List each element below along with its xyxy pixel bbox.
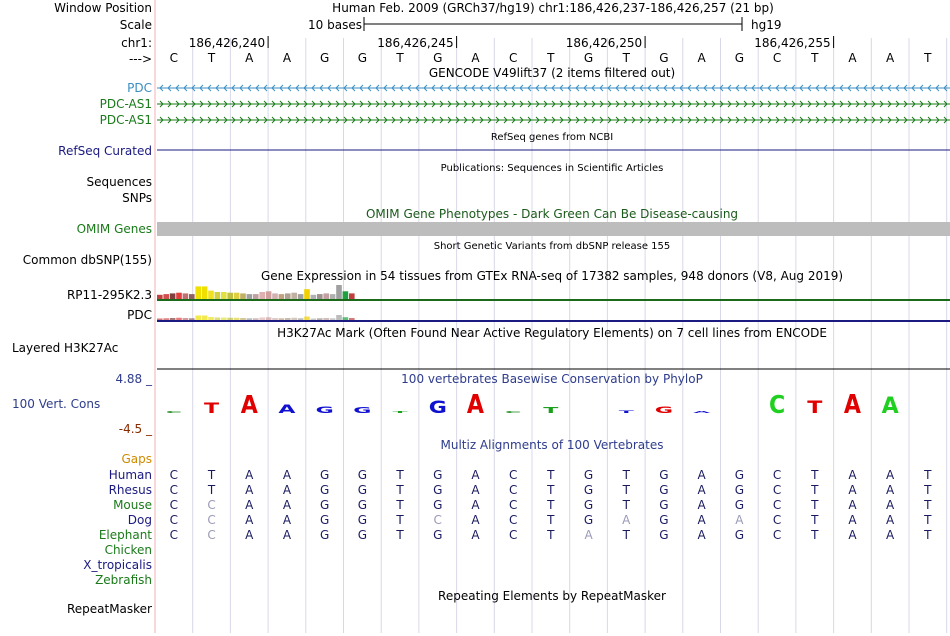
position-title: Human Feb. 2009 (GRCh37/hg19) chr1:186,426,237-186,426,257 (21 bp): [332, 1, 774, 15]
gtex-bar[interactable]: [298, 294, 304, 299]
species-label[interactable]: Rhesus: [108, 483, 152, 497]
alignment-base: G: [357, 483, 368, 497]
alignment-base: G: [734, 528, 745, 542]
alignment-base: C: [169, 513, 179, 527]
species-label[interactable]: Dog: [127, 513, 152, 527]
conservation-letter[interactable]: [655, 404, 673, 415]
ruler-tick-label: 186,426,245: [377, 36, 454, 50]
alignment-base: T: [924, 498, 932, 512]
alignment-base: T: [547, 513, 555, 527]
alignment-base: T: [811, 528, 819, 542]
gtex-bar-small[interactable]: [202, 316, 208, 321]
refseq-label[interactable]: RefSeq Curated: [58, 144, 152, 158]
gtex-bar[interactable]: [176, 293, 182, 299]
gtex-bar[interactable]: [266, 291, 272, 299]
alignment-base: G: [659, 498, 669, 512]
alignment-base: C: [508, 528, 518, 542]
alignment-base: A: [584, 528, 593, 542]
gtex-bar-small[interactable]: [221, 318, 227, 321]
svg-text:A: A: [693, 410, 711, 414]
alignment-base: A: [245, 468, 254, 482]
base-letter: T: [622, 51, 630, 65]
gtex-bar[interactable]: [279, 294, 285, 299]
gtex-bar-small[interactable]: [247, 318, 253, 320]
base-letter: C: [508, 51, 518, 65]
alignment-base: T: [547, 528, 555, 542]
gtex-bar-small[interactable]: [285, 318, 291, 320]
base-letter: G: [659, 51, 669, 65]
svg-text:A: A: [881, 393, 899, 419]
svg-text:G: G: [654, 404, 674, 416]
svg-text:T: T: [543, 405, 559, 415]
alignment-base: A: [848, 528, 857, 542]
alignment-base: A: [245, 483, 254, 497]
snps-label[interactable]: SNPs: [122, 191, 152, 205]
svg-text:A: A: [240, 389, 258, 420]
omim-label[interactable]: OMIM Genes: [76, 222, 152, 236]
svg-text:A: A: [843, 389, 862, 420]
alignment-base: A: [282, 528, 292, 542]
assembly-label: hg19: [751, 18, 782, 32]
gtex-bar[interactable]: [291, 293, 297, 299]
alignment-base: T: [811, 468, 819, 482]
alignment-base: A: [886, 483, 895, 497]
omim-track-title: OMIM Gene Phenotypes - Dark Green Can Be Disease-causing: [365, 207, 739, 221]
gtex-bar-small[interactable]: [323, 318, 329, 320]
gtex-bar-small[interactable]: [253, 318, 259, 320]
svg-text:T: T: [392, 410, 408, 414]
alignment-base: A: [282, 498, 292, 512]
alignment-base: G: [659, 513, 669, 527]
gtex-bar[interactable]: [272, 293, 278, 299]
scale-bar: [304, 17, 786, 32]
gtex-bar[interactable]: [317, 294, 323, 299]
alignment-base: T: [207, 483, 216, 497]
h3k27-track-title: H3K27Ac Mark (Often Found Near Active Regulatory Elements) on 7 cell lines from ENCODE: [277, 326, 827, 340]
alignment-base: G: [583, 513, 594, 527]
gtex-bar-small[interactable]: [189, 318, 195, 320]
alignment-base: T: [622, 483, 630, 497]
alignment-base: T: [811, 483, 819, 497]
alignment-base: A: [697, 468, 706, 482]
gtex-bar[interactable]: [189, 294, 195, 299]
alignment-base: C: [433, 513, 442, 527]
conservation-letter[interactable]: [882, 393, 899, 419]
gtex-bar[interactable]: [343, 291, 349, 299]
gtex-bar[interactable]: [285, 293, 291, 299]
conservation-letter[interactable]: [619, 409, 634, 414]
conservation-letter[interactable]: [769, 390, 785, 420]
alignment-base: A: [848, 483, 857, 497]
omim-feature-bar[interactable]: [157, 222, 950, 236]
scale-label: Scale: [119, 18, 152, 32]
alignment-base: G: [357, 468, 368, 482]
publications-track-title: Publications: Sequences in Scientific Articles: [440, 163, 664, 174]
dbsnp-label[interactable]: Common dbSNP(155): [22, 253, 152, 267]
conservation-letter[interactable]: [241, 390, 259, 420]
conservation-letter[interactable]: [429, 398, 447, 418]
svg-text:T: T: [807, 397, 823, 418]
alignment-base: T: [924, 528, 932, 542]
repeatmasker-label[interactable]: RepeatMasker: [66, 602, 152, 616]
alignment-base: G: [433, 498, 443, 512]
strand-arrow-label: --->: [128, 52, 152, 66]
gtex-bar-small[interactable]: [215, 318, 221, 321]
alignment-base: A: [697, 528, 706, 542]
gtex-bar[interactable]: [215, 292, 221, 299]
gtex-bar-small[interactable]: [279, 318, 285, 320]
alignment-base: C: [772, 468, 782, 482]
base-letter: A: [282, 51, 292, 65]
gtex-bar-small[interactable]: [240, 318, 246, 320]
alignment-base: C: [508, 483, 518, 497]
alignment-base: C: [207, 513, 216, 527]
alignment-base: C: [772, 528, 782, 542]
base-letter: C: [772, 51, 782, 65]
svg-text:G: G: [428, 397, 447, 418]
gtex-bar[interactable]: [336, 285, 342, 299]
conservation-letter[interactable]: [316, 404, 334, 415]
gtex-bar[interactable]: [208, 291, 214, 299]
gtex-bar-small[interactable]: [183, 318, 189, 320]
gtex-bar[interactable]: [323, 293, 329, 299]
base-letter: G: [433, 51, 443, 65]
gtex-bar[interactable]: [311, 295, 317, 299]
alignment-base: A: [471, 528, 480, 542]
conservation-letter[interactable]: [166, 411, 182, 414]
conservation-letter[interactable]: [204, 401, 219, 417]
alignment-base: G: [319, 498, 330, 512]
alignment-base: A: [848, 468, 857, 482]
gtex-bar-small[interactable]: [298, 318, 304, 320]
gaps-label[interactable]: Gaps: [121, 452, 152, 466]
gtex-bar-small[interactable]: [170, 318, 176, 320]
alignment-base: C: [772, 513, 782, 527]
base-letter: T: [811, 51, 819, 65]
base-letter: A: [848, 51, 857, 65]
alignment-base: A: [697, 513, 706, 527]
sequences-label[interactable]: Sequences: [86, 175, 152, 189]
base-letter: A: [245, 51, 254, 65]
svg-text:G: G: [315, 404, 334, 416]
gtex-bar-small[interactable]: [291, 318, 297, 320]
gtex-bar[interactable]: [234, 293, 240, 299]
alignment-base: G: [319, 483, 330, 497]
conservation-max: 4.88 _: [115, 372, 152, 386]
gtex-bar-small[interactable]: [317, 318, 323, 320]
svg-text:A: A: [466, 389, 485, 420]
alignment-base: G: [433, 483, 443, 497]
alignment-base: G: [659, 483, 669, 497]
alignment-base: T: [622, 468, 630, 482]
scale-text: 10 bases: [308, 18, 362, 32]
gtex-track-title: Gene Expression in 54 tissues from GTEx RNA-seq of 17382 samples, 948 donors (V8, Aug 2019): [260, 269, 844, 283]
alignment-base: G: [357, 528, 368, 542]
alignment-base: G: [319, 468, 330, 482]
alignment-base: A: [471, 513, 480, 527]
alignment-base: T: [924, 468, 932, 482]
alignment-base: A: [886, 528, 895, 542]
alignment-base: C: [169, 483, 179, 497]
alignment-base: T: [622, 528, 630, 542]
gtex-bar-small[interactable]: [259, 318, 265, 321]
gtex-bar-small[interactable]: [234, 318, 240, 320]
alignment-base: A: [622, 513, 631, 527]
alignment-base: T: [547, 498, 555, 512]
alignment-base: T: [396, 468, 404, 482]
alignment-base: A: [848, 513, 857, 527]
gtex-bar-small[interactable]: [195, 316, 201, 321]
alignment-base: C: [508, 498, 518, 512]
base-letter: G: [357, 51, 368, 65]
gtex-bar[interactable]: [170, 293, 176, 299]
alignment-base: G: [583, 483, 594, 497]
base-letter: T: [547, 51, 555, 65]
alignment-base: C: [207, 528, 216, 542]
alignment-base: A: [282, 468, 292, 482]
gencode-item-label[interactable]: PDC-AS1: [99, 97, 152, 111]
species-label[interactable]: Mouse: [113, 498, 152, 512]
alignment-base: C: [508, 513, 518, 527]
base-letter: A: [886, 51, 895, 65]
alignment-base: T: [396, 528, 404, 542]
ruler-tick-label: 186,426,250: [565, 36, 643, 50]
alignment-base: T: [924, 483, 932, 497]
dbsnp-track-title: Short Genetic Variants from dbSNP release 155: [433, 241, 671, 252]
alignment-base: C: [169, 528, 179, 542]
gtex-label-rp11[interactable]: RP11-295K2.3: [66, 288, 152, 302]
svg-text:C: C: [768, 389, 786, 420]
species-label[interactable]: Elephant: [98, 528, 152, 542]
gencode-track-title: GENCODE V49lift37 (2 items filtered out): [428, 66, 676, 80]
conservation-letter[interactable]: [467, 389, 484, 419]
gtex-bar[interactable]: [163, 294, 169, 299]
gtex-bar[interactable]: [157, 295, 163, 299]
gtex-label-pdc[interactable]: PDC: [127, 308, 152, 322]
base-letter: G: [734, 51, 745, 65]
gtex-bar[interactable]: [349, 293, 355, 299]
multiz-track-title: Multiz Alignments of 100 Vertebrates: [440, 438, 664, 452]
alignment-base: G: [734, 483, 745, 497]
svg-text:G: G: [353, 405, 372, 415]
base-letter: T: [207, 51, 216, 65]
gtex-bar-small[interactable]: [176, 318, 182, 320]
alignment-base: G: [659, 528, 669, 542]
species-label[interactable]: X_tropicalis: [83, 558, 152, 572]
alignment-base: A: [245, 513, 254, 527]
alignment-base: G: [319, 513, 330, 527]
alignment-base: A: [697, 498, 706, 512]
species-label[interactable]: Human: [108, 468, 152, 482]
alignment-base: A: [886, 513, 895, 527]
alignment-base: G: [433, 468, 443, 482]
alignment-base: A: [471, 483, 480, 497]
alignment-base: T: [207, 468, 216, 482]
alignment-base: T: [811, 513, 819, 527]
gencode-item-label[interactable]: PDC: [127, 81, 152, 95]
gtex-bar-small[interactable]: [343, 317, 349, 320]
alignment-base: T: [396, 498, 404, 512]
alignment-base: A: [245, 528, 254, 542]
species-label[interactable]: Zebrafish: [95, 573, 152, 587]
alignment-base: A: [848, 498, 857, 512]
gtex-bar-small[interactable]: [349, 318, 355, 320]
base-letter: T: [396, 51, 404, 65]
svg-text:C: C: [505, 410, 522, 414]
ruler-tick-label: 186,426,255: [754, 36, 831, 50]
gtex-bars[interactable]: [157, 285, 355, 299]
gtex-bar-small[interactable]: [304, 317, 310, 321]
alignment-base: C: [169, 498, 179, 512]
gtex-bar[interactable]: [330, 294, 336, 299]
multiz-alignment: [83, 468, 932, 587]
conservation-letter[interactable]: [844, 389, 861, 419]
chrom-label: chr1:: [121, 36, 152, 50]
refseq-track-title: RefSeq genes from NCBI: [490, 132, 614, 143]
alignment-base: A: [471, 468, 480, 482]
alignment-base: T: [622, 498, 630, 512]
gtex-bar-small[interactable]: [266, 317, 272, 320]
alignment-base: A: [886, 468, 895, 482]
gtex-bar[interactable]: [240, 293, 246, 299]
alignment-base: C: [508, 468, 518, 482]
conservation-letter[interactable]: [505, 411, 521, 414]
conservation-letter[interactable]: [393, 411, 408, 414]
gtex-bar[interactable]: [202, 286, 208, 299]
h3k27-label[interactable]: Layered H3K27Ac: [12, 341, 119, 355]
alignment-base: G: [734, 468, 745, 482]
base-letter: A: [697, 51, 706, 65]
species-label[interactable]: Chicken: [104, 543, 152, 557]
gtex-bar-small[interactable]: [336, 315, 342, 320]
alignment-base: G: [357, 498, 368, 512]
conservation-track-title: 100 vertebrates Basewise Conservation by PhyloP: [401, 372, 703, 386]
alignment-base: A: [282, 483, 292, 497]
gtex-bar[interactable]: [253, 294, 259, 299]
conservation-letter[interactable]: [807, 398, 823, 418]
alignment-base: A: [282, 513, 292, 527]
conservation-letter[interactable]: [353, 406, 371, 415]
gtex-bar[interactable]: [247, 294, 253, 299]
ruler-ticks: [189, 36, 834, 50]
gtex-bars-pdc[interactable]: [157, 315, 355, 320]
gencode-track: [100, 81, 950, 127]
conservation-min: -4.5 _: [118, 422, 152, 436]
alignment-base: A: [471, 498, 480, 512]
svg-text:T: T: [618, 409, 634, 414]
svg-text:C: C: [165, 410, 182, 414]
alignment-base: A: [697, 483, 706, 497]
gtex-bar-small[interactable]: [163, 318, 169, 320]
gtex-bar[interactable]: [221, 292, 227, 299]
alignment-base: A: [245, 498, 254, 512]
gtex-bar[interactable]: [227, 293, 233, 299]
svg-text:T: T: [204, 400, 220, 417]
alignment-base: G: [433, 528, 443, 542]
base-letter: T: [924, 51, 932, 65]
base-letter: C: [169, 51, 179, 65]
alignment-base: A: [735, 513, 744, 527]
gtex-bar-small[interactable]: [311, 319, 317, 321]
alignment-base: G: [319, 528, 330, 542]
base-letter: G: [319, 51, 330, 65]
alignment-base: C: [169, 468, 179, 482]
gtex-bar-small[interactable]: [330, 318, 336, 320]
gtex-bar[interactable]: [259, 292, 265, 299]
gtex-bar-small[interactable]: [208, 317, 214, 320]
gtex-bar[interactable]: [183, 293, 189, 299]
conservation-label[interactable]: 100 Vert. Cons: [12, 397, 101, 411]
conservation-letter[interactable]: [543, 406, 559, 415]
alignment-base: C: [207, 498, 216, 512]
alignment-base: C: [772, 498, 782, 512]
base-letter: G: [583, 51, 594, 65]
alignment-base: G: [357, 513, 368, 527]
alignment-base: C: [772, 483, 782, 497]
alignment-base: G: [659, 468, 669, 482]
alignment-base: T: [547, 483, 555, 497]
window-position-label: Window Position: [54, 1, 152, 15]
alignment-base: T: [547, 468, 555, 482]
alignment-base: T: [396, 513, 404, 527]
alignment-base: G: [583, 498, 594, 512]
gtex-bar[interactable]: [195, 286, 201, 299]
alignment-base: T: [396, 483, 404, 497]
alignment-base: A: [886, 498, 895, 512]
repeatmasker-track-title: Repeating Elements by RepeatMasker: [438, 589, 666, 603]
svg-text:A: A: [278, 403, 296, 417]
gtex-bar-small[interactable]: [272, 318, 278, 320]
gtex-bar[interactable]: [304, 289, 310, 299]
gencode-item-label[interactable]: PDC-AS1: [99, 113, 152, 127]
base-letter: A: [471, 51, 480, 65]
conservation-letter[interactable]: [693, 411, 711, 414]
alignment-base: G: [583, 468, 594, 482]
gtex-bar-small[interactable]: [157, 319, 163, 321]
gtex-bar-small[interactable]: [227, 318, 233, 320]
conservation-letter[interactable]: [278, 403, 295, 416]
ruler-tick-label: 186,426,240: [188, 36, 266, 50]
alignment-base: T: [924, 513, 932, 527]
alignment-base: G: [734, 498, 745, 512]
alignment-base: T: [811, 498, 819, 512]
base-sequence: [170, 51, 933, 65]
